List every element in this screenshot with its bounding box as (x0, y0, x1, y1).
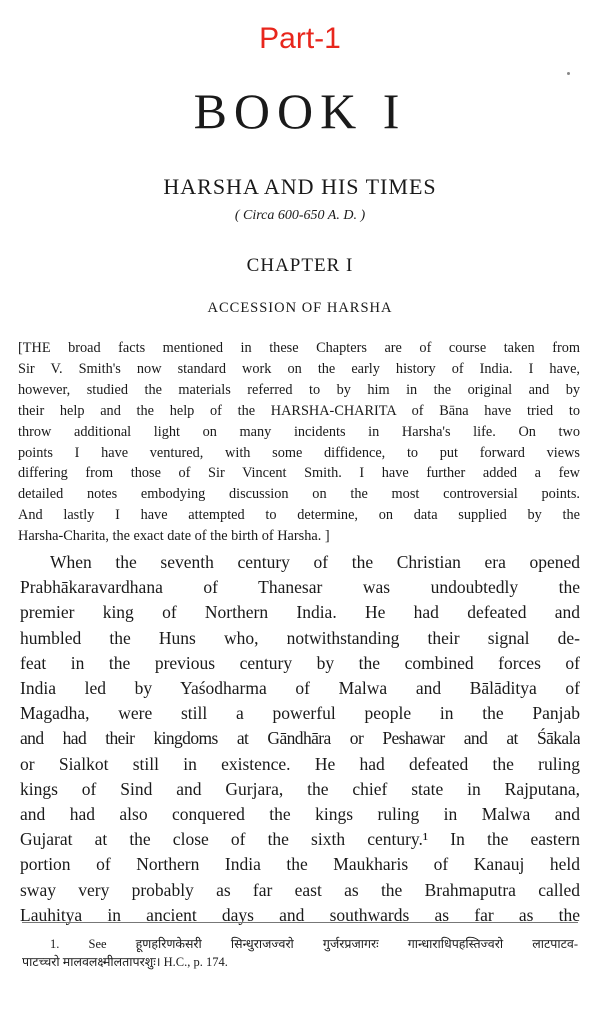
book-subtitle: HARSHA AND HIS TIMES (163, 174, 437, 199)
note-line: [THE broad facts mentioned in these Chapters are of course taken from (18, 340, 580, 356)
note-line: detailed notes embodying discussion on the most controversial points. (18, 486, 580, 503)
footnote-line: 1. See हूणहरिणकेसरी सिन्धुराजज्वरो गुर्जरप्रजागरः गान्धाराधिपहस्तिज्वरो लाटपाटव- (50, 937, 578, 951)
chapter-title: CHAPTER I (246, 255, 354, 276)
body-line: When the seventh century of the Christian era opened (50, 552, 580, 572)
body-line: sway very probably as far east as the Brahmaputra called (20, 879, 580, 900)
footnote-line: पाटच्चरो मालवलक्ष्मीलतापरशुः। H.C., p. 174. (22, 955, 228, 969)
body-line: premier king of Northern India. He had defeated and (20, 602, 580, 623)
date-range: ( Circa 600-650 A. D. ) (234, 208, 366, 223)
note-line: points I have ventured, with some diffidence, to put forward views (18, 444, 580, 461)
note-line: however, studied the materials referred to by him in the original and by (18, 381, 580, 398)
note-line: differing from those of Sir Vincent Smith. I have further added a few (18, 465, 580, 482)
body-paragraph (20, 550, 580, 928)
editorial-note (18, 338, 580, 547)
book-title: BOOK I (193, 83, 407, 139)
body-line: kings of Sind and Gurjara, the chief state in Rajputana, (20, 778, 580, 799)
body-line: and had also conquered the kings ruling in Malwa and (20, 804, 580, 825)
body-line: feat in the previous century by the combined forces of (20, 652, 580, 673)
note-line: Sir V. Smith's now standard work on the early history of India. I have, (18, 360, 580, 377)
body-line: Prabhākaravardhana of Thanesar was undoubtedly the (20, 577, 580, 598)
body-line: portion of Northern India the Maukharis of Kanauj held (20, 854, 580, 875)
body-line: Magadha, were still a powerful people in the Panjab (20, 703, 580, 724)
part-label: Part-1 (259, 22, 341, 55)
body-line: Gujarat at the close of the sixth century.¹ In the eastern (20, 829, 580, 850)
footnote-divider (22, 922, 578, 923)
chapter-subtitle: ACCESSION OF HARSHA (207, 300, 393, 316)
page-speck (567, 72, 570, 75)
note-line: Harsha-Charita, the exact date of the birth of Harsha. ] (18, 528, 330, 545)
body-line: Lauhitya in ancient days and southwards as far as the (20, 904, 580, 925)
note-line: And lastly I have attempted to determine, on data supplied by the (18, 507, 580, 524)
note-line: their help and the help of the HARSHA-CHARITA of Bāna have tried to (18, 402, 580, 419)
note-line: throw additional light on many incidents in Harsha's life. On two (18, 423, 580, 440)
body-line: humbled the Huns who, notwithstanding their signal de- (20, 627, 580, 648)
body-line: India led by Yaśodharma of Malwa and Bālāditya of (20, 678, 580, 699)
body-line: and had their kingdoms at Gāndhāra or Peshawar and at Śākala (20, 728, 580, 749)
body-line: or Sialkot still in existence. He had defeated the ruling (20, 753, 580, 774)
footnote (22, 935, 578, 971)
